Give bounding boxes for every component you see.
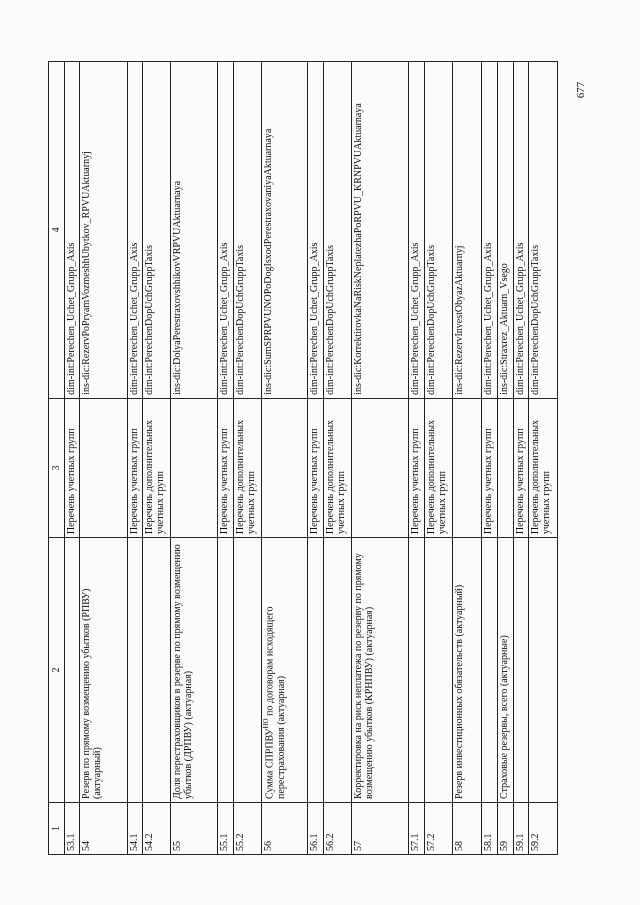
- row-name-cell: Резерв по прямому возмещению убытков (РПВУ) (актуарный): [80, 538, 127, 803]
- rotated-page-content: [48, 61, 558, 855]
- row-group-cell: [497, 398, 513, 537]
- row-code-cell: dim-int:Perechen_Uchet_Grupp_Axis: [513, 62, 529, 399]
- row-code-cell: dim-int:PerechenDopUchGruppTaxis: [143, 62, 171, 399]
- row-group-cell: Перечень учетных групп: [513, 398, 529, 537]
- row-name-cell: [409, 538, 425, 803]
- row-group-cell: Перечень дополнительных учетных групп: [323, 398, 351, 537]
- row-name-cell: [424, 538, 452, 803]
- table-row: [323, 62, 351, 855]
- row-group-cell: Перечень дополнительных учетных групп: [424, 398, 452, 537]
- row-name-cell: Доля перестраховщиков в резерве по прямому возмещению убытков (ДРПВУ) (актуарная): [171, 538, 218, 803]
- row-name-cell: [143, 538, 171, 803]
- table-row: [529, 62, 558, 855]
- row-number-cell: 57.2: [424, 802, 452, 854]
- header-col-3: 3: [49, 398, 65, 537]
- row-code-cell: dim-int:Perechen_Uchet_Grupp_Axis: [308, 62, 324, 399]
- row-name-cell: Страховые резервы, всего (актуарные): [497, 538, 513, 803]
- row-name-cell: Корректировка на риск неплатежа по резерву по прямому возмещению убытков (КРНПВУ) (актуарная): [351, 538, 408, 803]
- row-group-cell: [262, 398, 308, 537]
- row-name-cell: [234, 538, 262, 803]
- table-row: [234, 62, 262, 855]
- row-name-cell: [262, 538, 308, 803]
- row-group-cell: Перечень дополнительных учетных групп: [143, 398, 171, 537]
- row-number-cell: 55.2: [234, 802, 262, 854]
- row-number-cell: 53.1: [64, 802, 80, 854]
- row-number-cell: 57.1: [409, 802, 425, 854]
- row-code-cell: dim-int:PerechenDopUchGruppTaxis: [234, 62, 262, 399]
- row-name-cell: [127, 538, 143, 803]
- row-group-cell: [351, 398, 408, 537]
- table-row: [127, 62, 143, 855]
- header-col-2: 2: [49, 538, 65, 803]
- row-name-cell: [513, 538, 529, 803]
- row-number-cell: 54: [80, 802, 127, 854]
- table-row: [452, 62, 482, 855]
- table-row: [171, 62, 218, 855]
- table-body: [49, 62, 558, 855]
- row-name-cell: [308, 538, 324, 803]
- row-group-cell: Перечень учетных групп: [64, 398, 80, 537]
- row-code-cell: ins-dic:DolyaPerestraxovshhikovVRPVUAktuarnaya: [171, 62, 218, 399]
- row-code-cell: ins-dic:Straxrez_Aktuarn_Vsego: [497, 62, 513, 399]
- row-number-cell: 56.1: [308, 802, 324, 854]
- table-row: [143, 62, 171, 855]
- row-code-cell: dim-int:Perechen_Uchet_Grupp_Axis: [409, 62, 425, 399]
- row-group-cell: [452, 398, 482, 537]
- row-code-cell: ins-dic:SumSPRPVUNOPoDogIsxodPerestraxovaniyaAktuarnaya: [262, 62, 308, 399]
- table-row: [351, 62, 408, 855]
- page-number: 677: [575, 81, 587, 99]
- row-code-cell: dim-int:Perechen_Uchet_Grupp_Axis: [127, 62, 143, 399]
- row-number-cell: 58: [452, 802, 482, 854]
- table-row: [409, 62, 425, 855]
- row-number-cell: 55: [171, 802, 218, 854]
- row-code-cell: dim-int:PerechenDopUchGruppTaxis: [323, 62, 351, 399]
- row-group-cell: [171, 398, 218, 537]
- row-number-cell: 59.2: [529, 802, 558, 854]
- row-code-cell: dim-int:Perechen_Uchet_Grupp_Axis: [218, 62, 234, 399]
- row-code-cell: ins-dic:KorrektirovkaNaRiskNeplatezhaPoRPVU_KRNPVUAktuarnaya: [351, 62, 408, 399]
- row-code-cell: dim-int:Perechen_Uchet_Grupp_Axis: [482, 62, 498, 399]
- row-name-cell: [529, 538, 558, 803]
- row-group-cell: Перечень учетных групп: [308, 398, 324, 537]
- row-group-cell: Перечень учетных групп: [127, 398, 143, 537]
- table-row: [262, 62, 308, 855]
- row-group-cell: Перечень учетных групп: [218, 398, 234, 537]
- row-code-cell: dim-int:PerechenDopUchGruppTaxis: [424, 62, 452, 399]
- row-group-cell: Перечень учетных групп: [409, 398, 425, 537]
- row-name-cell: [482, 538, 498, 803]
- header-col-4: 4: [49, 62, 65, 399]
- row-name-cell: [323, 538, 351, 803]
- table-row: [308, 62, 324, 855]
- row-number-cell: 54.1: [127, 802, 143, 854]
- row-number-cell: 59.1: [513, 802, 529, 854]
- row-group-cell: Перечень дополнительных учетных групп: [529, 398, 558, 537]
- table-row: [80, 62, 127, 855]
- header-col-1: 1: [49, 802, 65, 854]
- table-row: [482, 62, 498, 855]
- row-code-cell: dim-int:Perechen_Uchet_Grupp_Axis: [64, 62, 80, 399]
- row-name-cell: Резерв инвестиционных обязательств (актуарный): [452, 538, 482, 803]
- row-code-cell: ins-dic:RezervInvestObyazAktuarnyj: [452, 62, 482, 399]
- row-code-cell: ins-dic:RezervPoPryamVozmeshhUbytkov_RPVUAktuarnyj: [80, 62, 127, 399]
- row-name-text-rest: по договорам исходящего перестрахования (актуарная): [264, 606, 287, 799]
- row-number-cell: 56: [262, 802, 308, 854]
- row-name-superscript: НО: [262, 718, 270, 729]
- row-name-cell: [64, 538, 80, 803]
- table-row: [218, 62, 234, 855]
- table-row: [424, 62, 452, 855]
- table-row: [513, 62, 529, 855]
- row-number-cell: 55.1: [218, 802, 234, 854]
- row-name-text: Сумма СПРПВУ: [264, 728, 276, 799]
- row-number-cell: 56.2: [323, 802, 351, 854]
- row-number-cell: 59: [497, 802, 513, 854]
- table-row: [64, 62, 80, 855]
- header-row: [49, 62, 65, 855]
- reserves-table: [48, 61, 558, 855]
- row-number-cell: 54.2: [143, 802, 171, 854]
- row-group-cell: Перечень учетных групп: [482, 398, 498, 537]
- row-group-cell: [80, 398, 127, 537]
- table-row: [497, 62, 513, 855]
- row-code-cell: dim-int:PerechenDopUchGruppTaxis: [529, 62, 558, 399]
- row-number-cell: 58.1: [482, 802, 498, 854]
- row-group-cell: Перечень дополнительных учетных групп: [234, 398, 262, 537]
- row-number-cell: 57: [351, 802, 408, 854]
- row-name-cell: [218, 538, 234, 803]
